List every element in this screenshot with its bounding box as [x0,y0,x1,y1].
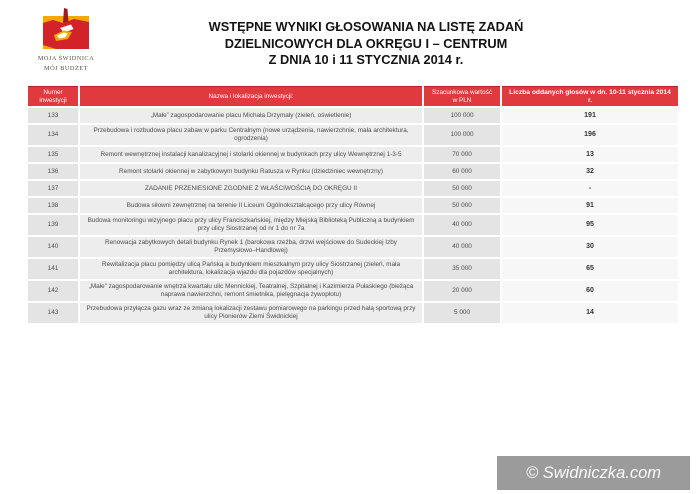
logo-caption-line1: MOJA ŚWIDNICA [37,55,95,62]
cell-votes: 65 [502,259,678,279]
table-row [28,281,678,301]
cell-estimated-value: 40 000 [424,215,500,235]
cell-investment-name: Budowa monitoringu wizyjnego placu przy ulicy Franciszkańskiej, między Miejską Biblioteką Publiczną a budynkiem przy ulicy Siostrzanej od nr 1 do nr 7a [80,215,422,235]
cell-estimated-value: 70 000 [424,147,500,162]
cell-votes: 196 [502,125,678,145]
cell-investment-number: 134 [28,125,78,145]
cell-investment-name: „Małe” zagospodarowanie placu Michała Drzymały (zieleń, oświetlenie) [80,108,422,123]
cell-investment-name: Przebudowa przyłącza gazu wraz ze zmianą lokalizacji zestawu pomiarowego na parkingu przed halą sportową przy ulicy Pionierów Ziemi Świdnickiej [80,303,422,323]
cell-investment-number: 133 [28,108,78,123]
cell-votes: 91 [502,198,678,213]
cell-votes: 95 [502,215,678,235]
table-row [28,198,678,213]
cell-estimated-value: 20 000 [424,281,500,301]
cell-investment-name: Remont wewnętrznej instalacji kanalizacyjnej i stolarki okiennej w budynkach przy ulicy Wewnętrznej 1-3-5 [80,147,422,162]
cell-investment-number: 139 [28,215,78,235]
table-row [28,147,678,162]
page-title [60,19,672,69]
cell-investment-name: Remont stolarki okiennej w zabytkowym budynku Ratusza w Rynku (dziedziniec wewnętrzny) [80,164,422,179]
cell-estimated-value: 35 000 [424,259,500,279]
page-title-line3: Z DNIA 10 i 11 STYCZNIA 2014 r. [268,52,464,67]
table-header-row [28,86,678,106]
table-row [28,181,678,196]
cell-investment-number: 142 [28,281,78,301]
table-row [28,237,678,257]
cell-votes: 191 [502,108,678,123]
cell-votes: 60 [502,281,678,301]
cell-investment-number: 143 [28,303,78,323]
table-body [28,108,678,323]
cell-investment-name: „Małe” zagospodarowanie wnętrza kwartału ulic Mennickiej, Teatralnej, Szpitalnej i Kazimierza Pułaskiego (bieżąca naprawa nawierzchni, remont śmietnika, pielęgnacja żywopłotu) [80,281,422,301]
cell-votes: 30 [502,237,678,257]
watermark-badge [497,456,690,490]
cell-investment-number: 136 [28,164,78,179]
cell-estimated-value: 40 000 [424,237,500,257]
cell-votes: 13 [502,147,678,162]
cell-investment-name: Przebudowa i rozbudowa placu zabaw w parku Centralnym (nowe urządzenia, nawierzchnie, mała architektura, ogrodzenia) [80,125,422,145]
cell-investment-name: ZADANIE PRZENIESIONE ZGODNIE Z WŁAŚCIWOŚCIĄ DO OKRĘGU II [80,181,422,196]
header-votes: Liczba oddanych głosów w dn. 10-11 stycznia 2014 r. [502,86,678,106]
table-row [28,125,678,145]
table-row [28,108,678,123]
cell-votes: 32 [502,164,678,179]
cell-votes: - [502,181,678,196]
logo-caption-line2: MÓJ BUDŻET [43,64,88,72]
cell-estimated-value: 100 000 [424,125,500,145]
page-title-line1: WSTĘPNE WYNIKI GŁOSOWANIA NA LISTĘ ZADAŃ [208,19,524,34]
cell-votes: 14 [502,303,678,323]
cell-estimated-value: 50 000 [424,198,500,213]
cell-investment-name: Renowacja zabytkowych detali budynku Rynek 1 (barokowa rzeźba, drzwi wejściowe do Sudeckiej Izby Przemysłowo–Handlowej) [80,237,422,257]
cell-investment-name: Budowa siłowni zewnętrznej na terenie II Liceum Ogólnokształcącego przy ulicy Równej [80,198,422,213]
cell-investment-number: 141 [28,259,78,279]
cell-investment-number: 140 [28,237,78,257]
header-estimated-value: Szacunkowa wartość w PLN [424,86,500,106]
table-row [28,215,678,235]
cell-estimated-value: 5 000 [424,303,500,323]
table-row [28,303,678,323]
cell-investment-number: 137 [28,181,78,196]
page-title-line2: DZIELNICOWYCH DLA OKRĘGU I – CENTRUM [224,35,508,51]
cell-investment-number: 138 [28,198,78,213]
table-row [28,259,678,279]
cell-investment-name: Rewitalizacja placu pomiędzy ulicą Pańską a budynkiem mieszkalnym przy ulicy Siostrzanej (zieleń, mała architektura, lokalizacja wjazdu dla pojazdów specjalnych) [80,259,422,279]
cell-investment-number: 135 [28,147,78,162]
header-investment-number: Numer inwestycji [28,86,78,106]
table-row [28,164,678,179]
cell-estimated-value: 100 000 [424,108,500,123]
header-investment-name: Nazwa i lokalizacja inwestycji: [80,86,422,106]
cell-estimated-value: 60 000 [424,164,500,179]
cell-estimated-value: 50 000 [424,181,500,196]
results-table [28,86,678,325]
watermark-text: © Swidniczka.com [525,463,662,482]
